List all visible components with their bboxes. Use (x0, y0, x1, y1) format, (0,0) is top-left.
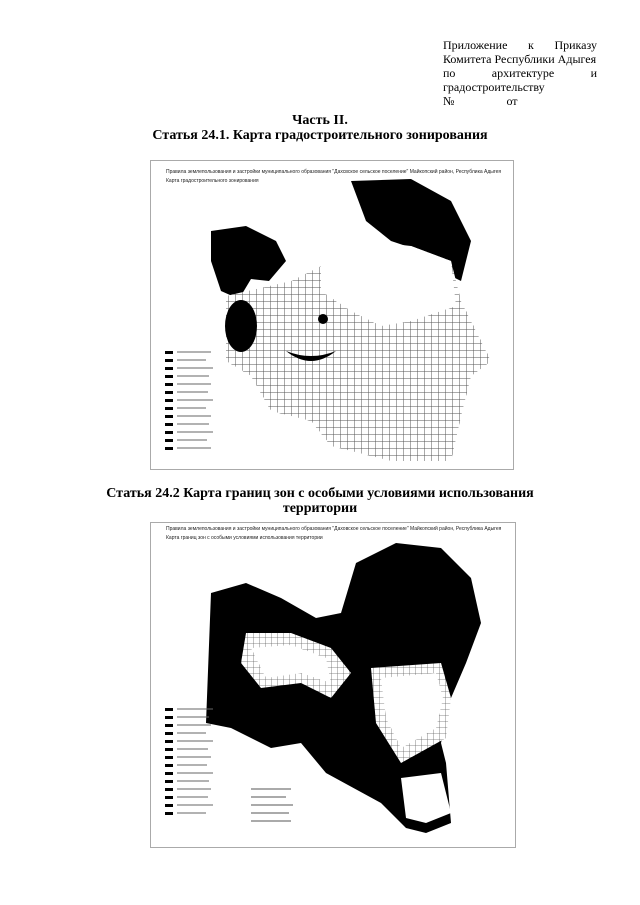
appendix-word: по (443, 66, 456, 80)
appendix-line-5 (443, 94, 597, 108)
map-2-legend-lines (177, 709, 213, 813)
map-2-subheader: Карта границ зон с особыми условиями использования территории (166, 535, 323, 541)
map-2-header: Правила землепользования и застройки муниципального образования "Даховское сельское поселение" Майкопский район, Республика Адыгея (166, 526, 502, 532)
appendix-text: Комитета Республики Адыгея (443, 52, 597, 66)
map-1-left-oval (225, 300, 257, 352)
map-1-graphic (151, 161, 513, 469)
map-1-subheader: Карта градостроительного зонирования (166, 178, 259, 184)
zoning-map-1 (150, 160, 514, 470)
article-1-title: Статья 24.1. Карта градостроительного зонирования (152, 128, 488, 143)
map-2-legend (165, 708, 173, 815)
appendix-word: и (590, 66, 597, 80)
map-2-graphic (151, 523, 515, 847)
appendix-text: градостроительству (443, 80, 545, 94)
appendix-word: архитектуре (491, 66, 555, 80)
appendix-word: № (443, 94, 455, 108)
appendix-word: от (506, 94, 518, 108)
article-2-title-line-2: территории (282, 501, 358, 516)
appendix-word: Приказу (554, 38, 597, 52)
appendix-block (443, 38, 597, 108)
appendix-word: Приложение (443, 38, 508, 52)
zones-map-2 (150, 522, 516, 848)
map-1-legend-lines (177, 352, 213, 448)
appendix-line-3 (443, 66, 597, 80)
appendix-line-2 (443, 52, 597, 66)
appendix-line-4 (443, 80, 597, 94)
appendix-word: к (528, 38, 534, 52)
article-2-title-line-1: Статья 24.2 Карта границ зон с особыми условиями использования (106, 486, 534, 501)
appendix-line-1 (443, 38, 597, 52)
map-1-dot (318, 314, 328, 324)
map-1-header: Правила землепользования и застройки муниципального образования "Дахсвское сельское поселение" Майкопский район, Республика Адыгея (166, 169, 502, 175)
part-title: Часть II. (292, 113, 348, 128)
map-1-legend (165, 351, 173, 450)
map-2-bottom-legend (251, 789, 293, 821)
